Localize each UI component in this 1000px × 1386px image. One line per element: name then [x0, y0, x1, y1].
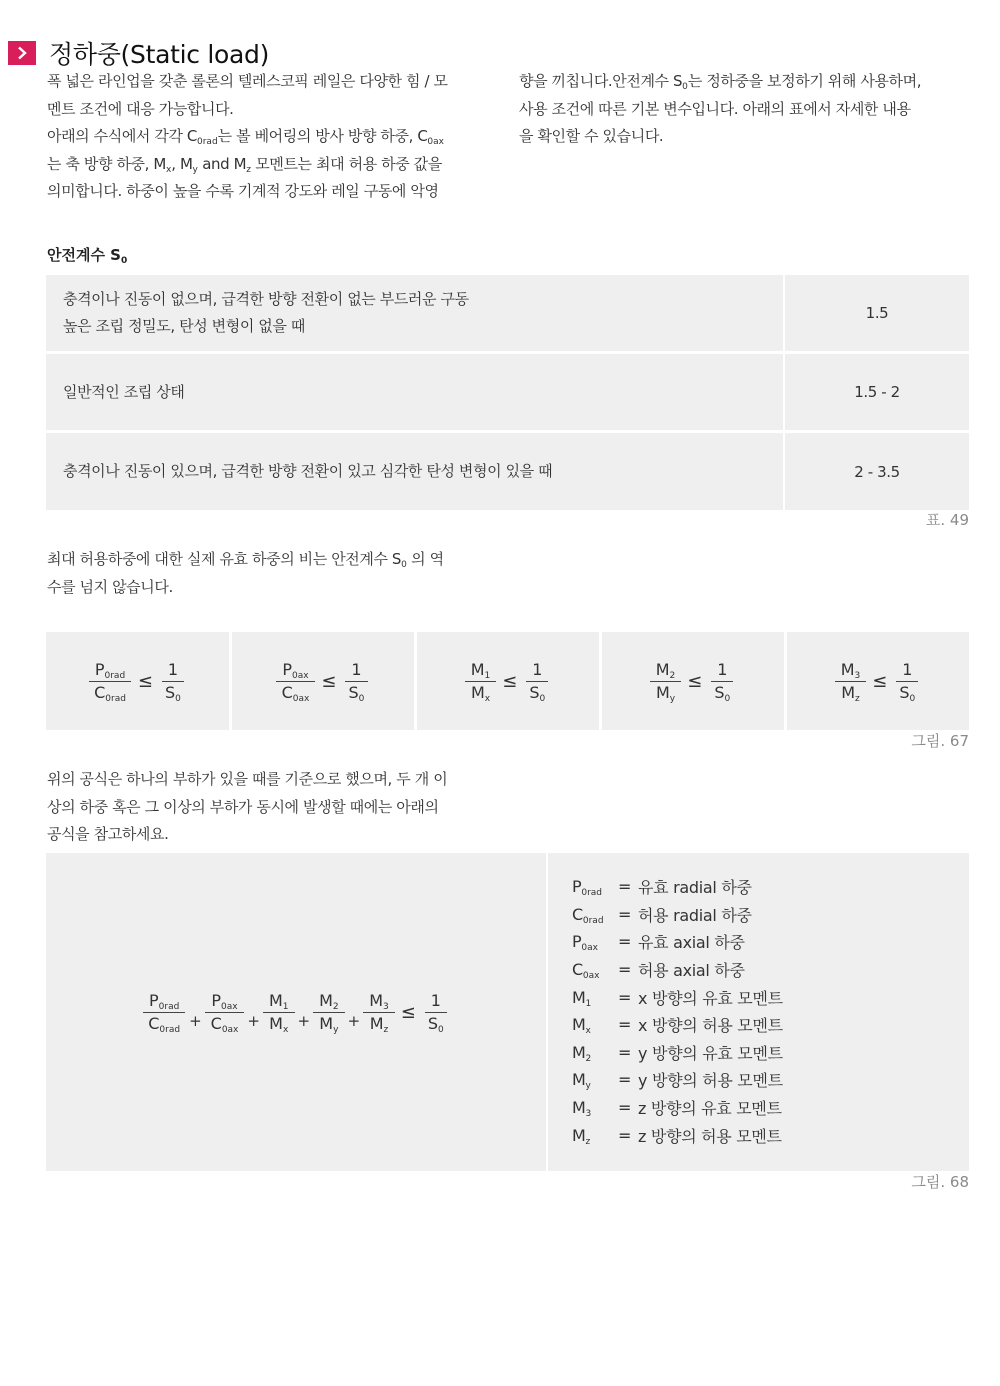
text-line: 아래의 수식에서 각각 $C_{0rad}$는 볼 베어링의 방사 방향 하중, $C_{0ax}$: [47, 127, 444, 147]
intro-left-paragraph: [47, 68, 502, 206]
formula-box: [602, 632, 784, 730]
fraction: $\frac{M_2}{M_y}$: [650, 659, 682, 704]
table-cell-description: 일반적인 조립 상태: [46, 354, 783, 430]
fraction: $\frac{1}{S_0}$: [342, 659, 370, 704]
leq-symbol: ≤: [502, 670, 518, 692]
safety-factor-table: [46, 275, 969, 513]
text-line: 향을 끼칩니다.안전계수 $S_0$는 정하중을 보정하기 위해 사용하며,: [519, 72, 922, 92]
legend-item: $M_y$ = y 방향의 허용 모멘트: [572, 1070, 783, 1092]
legend-item: $M_2$ = y 방향의 유효 모멘트: [572, 1042, 783, 1064]
formula-box: [232, 632, 414, 730]
safety-factor-heading: 안전계수 $S_0$: [47, 246, 128, 266]
leq-symbol: ≤: [872, 670, 888, 692]
ratio-paragraph: [47, 546, 502, 601]
fraction: $\frac{M_1}{M_x}$: [263, 990, 295, 1035]
fraction: $\frac{1}{S_0}$: [708, 659, 736, 704]
fraction: $\frac{1}{S_0}$: [422, 990, 450, 1035]
table-cell-value: 1.5: [785, 275, 969, 351]
text-line: 공식을 참고하세요.: [47, 825, 169, 843]
text-line: 상의 하중 혹은 그 이상의 부하가 동시에 발생할 때에는 아래의: [47, 797, 439, 816]
symbol-legend: [548, 853, 969, 1171]
text-line: 위의 공식은 하나의 부하가 있을 때를 기준으로 했으며, 두 개 이: [47, 770, 448, 788]
table-caption: 표. 49: [925, 511, 969, 529]
plus-symbol: +: [297, 1012, 311, 1030]
fraction: $\frac{M_1}{M_x}$: [465, 659, 497, 704]
combined-paragraph: [47, 766, 502, 849]
figure-caption: 그림. 67: [911, 732, 969, 750]
fraction: $\frac{M_3}{M_z}$: [363, 990, 395, 1035]
fraction: $\frac{P_{0rad}}{C_{0rad}}$: [142, 990, 186, 1035]
text-line: 는 축 방향 하중, $M_x$, $M_y$ and $M_z$ 모멘트는 최대 허용 하중 값을: [47, 154, 442, 175]
leq-symbol: ≤: [321, 670, 337, 692]
formula-box: [417, 632, 599, 730]
legend-item: $M_3$ = z 방향의 유효 모멘트: [572, 1098, 782, 1120]
table-cell-description: 충격이나 진동이 있으며, 급격한 방향 전환이 있고 심각한 탄성 변형이 있을 때: [46, 433, 783, 510]
text-line: 멘트 조건에 대응 가능합니다.: [47, 99, 234, 118]
text-line: 수를 넘지 않습니다.: [47, 577, 173, 596]
fraction: $\frac{M_3}{M_z}$: [835, 659, 867, 704]
fraction: $\frac{1}{S_0}$: [893, 659, 921, 704]
chevron-right-icon: [8, 41, 36, 65]
combined-formula-panel: [46, 853, 969, 1171]
plus-symbol: +: [247, 1012, 260, 1030]
text-line: 사용 조건에 따른 기본 변수입니다. 아래의 표에서 자세한 내용: [519, 99, 911, 118]
formula-box: [787, 632, 969, 730]
legend-item: $C_{0rad}$ = 허용 radial 하중: [572, 904, 752, 926]
page-title: 정하중(Static load): [49, 40, 270, 69]
legend-item: $M_1$ = x 방향의 유효 모멘트: [572, 987, 783, 1009]
fraction: $\frac{1}{S_0}$: [159, 659, 187, 704]
text-line: 최대 허용하중에 대한 실제 유효 하중의 비는 안전계수 $S_0$ 의 역: [47, 550, 444, 570]
legend-item: $M_x$ = x 방향의 허용 모멘트: [572, 1015, 783, 1037]
plus-symbol: +: [347, 1012, 361, 1030]
text-line: 의미합니다. 하중이 높을 수록 기계적 강도와 레일 구동에 악영: [47, 182, 439, 200]
table-row: [46, 433, 969, 510]
fraction: $\frac{M_2}{M_y}$: [313, 990, 345, 1035]
combined-formula: [46, 853, 546, 1171]
leq-symbol: ≤: [137, 670, 154, 692]
leq-symbol: ≤: [400, 1001, 416, 1023]
fraction: $\frac{1}{S_0}$: [523, 659, 551, 704]
fraction: $\frac{P_{0ax}}{C_{0ax}}$: [205, 990, 245, 1035]
leq-symbol: ≤: [687, 670, 703, 692]
table-row: [46, 354, 969, 430]
section-header: [8, 36, 269, 70]
fraction: $\frac{P_{0rad}}{C_{0rad}}$: [88, 659, 132, 704]
figure-caption: 그림. 68: [911, 1173, 969, 1191]
plus-symbol: +: [189, 1012, 202, 1030]
table-cell-description: 충격이나 진동이 없으며, 급격한 방향 전환이 없는 부드러운 구동 높은 조립 정밀도, 탄성 변형이 없을 때: [46, 275, 783, 351]
table-cell-value: 2 - 3.5: [785, 433, 969, 510]
table-cell-value: 1.5 - 2: [785, 354, 969, 430]
fraction: $\frac{P_{0ax}}{C_{0ax}}$: [276, 659, 316, 704]
legend-item: $C_{0ax}$ = 허용 axial 하중: [572, 960, 745, 982]
legend-item: $P_{0rad}$ = 유효 radial 하중: [572, 877, 752, 899]
text-line: 을 확인할 수 있습니다.: [519, 127, 664, 145]
formula-box: [46, 632, 229, 730]
text-line: 폭 넓은 라인업을 갖춘 롤론의 텔레스코픽 레일은 다양한 힘 / 모: [47, 72, 448, 90]
intro-right-paragraph: [519, 68, 971, 151]
legend-item: $M_z$ = z 방향의 허용 모멘트: [572, 1125, 782, 1147]
table-row: [46, 275, 969, 351]
legend-item: $P_{0ax}$ = 유효 axial 하중: [572, 932, 745, 954]
formula-row: [46, 632, 969, 730]
